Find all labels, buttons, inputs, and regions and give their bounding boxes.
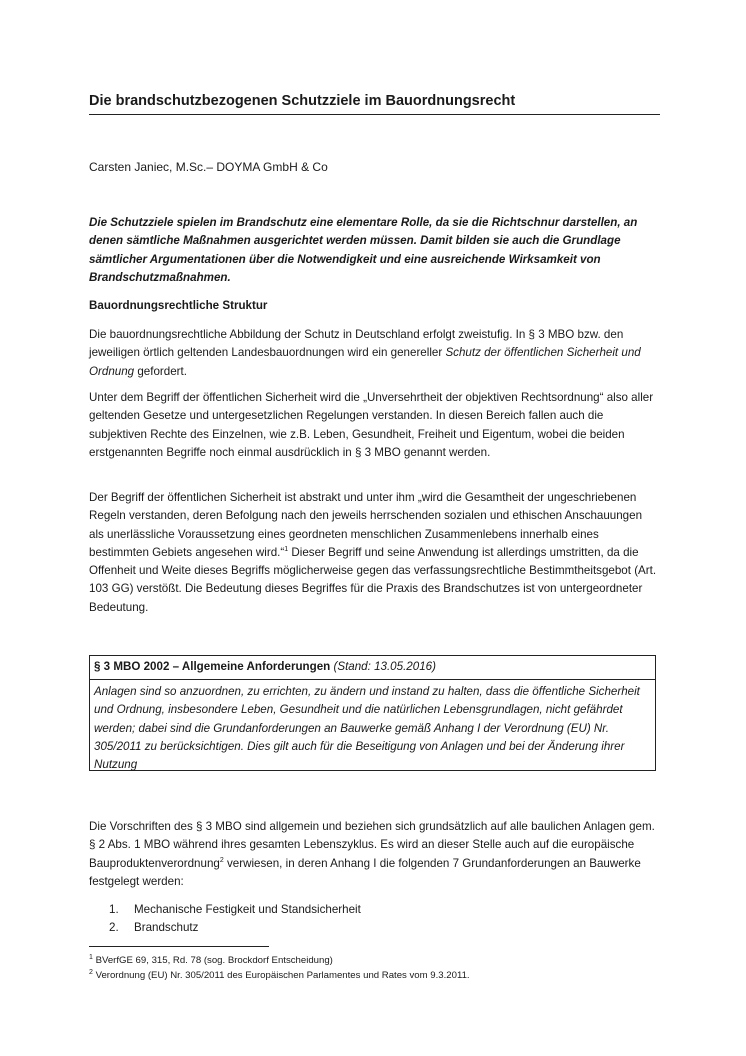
- paragraph-2: Unter dem Begriff der öffentlichen Sicherheit wird die „Unversehrtheit der objektiven Rechtsordnung“ also aller geltenden Gesetze und untergesetzlichen Regelungen verstanden. In diesen Bereich fallen auch die subjektiven Rechte des Einzelnen, wie z.B. Leben, Gesundheit, Freiheit und Eigentum, wobei die beiden erstgenannten Begriffe noch einmal ausdrücklich in § 3 MBO genannt werden.: [89, 391, 654, 459]
- paragraph-3-text-end: Dieser Begriff und seine Anwendung ist allerdings umstritten, da die Offenheit und Weite dieses Begriffs möglicherweise gegen das verfassungsrechtliche Bestimmtheitsgebot (Art. 103 GG) verstößt. Die Bedeutung dieses Begriffes für die Praxis des Brandschutzes ist von untergeordneter Bedeutung.: [89, 545, 657, 614]
- law-quote-body: Anlagen sind so anzuordnen, zu errichten, zu ändern und instand zu halten, dass die öffentliche Sicherheit und Ordnung, insbesondere Leben, Gesundheit und die natürlichen Lebensgrundlagen, nicht gefährdet werden; dabei sind die Grundanforderungen an Bauwerke gemäß Anhang I der Verordnung (EU) Nr. 305/2011 zu berücksichtigen. Dies gilt auch für die Beseitigung von Anlagen und bei der Änderung ihrer Nutzung: [94, 685, 640, 772]
- footnote-1: [89, 954, 333, 967]
- list-item-number: 2.: [109, 921, 119, 934]
- paragraph-3: [89, 489, 660, 617]
- author-line: Carsten Janiec, M.Sc.– DOYMA GmbH & Co: [89, 160, 328, 174]
- paragraph-4-text: Die Vorschriften des § 3 MBO sind allgemein und beziehen sich grundsätzlich auf alle baulichen Anlagen gem. § 2 Abs. 1 MBO während ihres gesamten Lebenszyklus. Es wird an dieser Stelle auch auf die europäische Bauproduktenverordnung: [89, 820, 655, 870]
- list-item: [89, 919, 361, 937]
- footnote-ref-2[interactable]: 2: [219, 856, 224, 864]
- footnote-marker: 2: [89, 968, 93, 976]
- paragraph-1-text: Die bauordnungsrechtliche Abbildung der Schutz in Deutschland erfolgt zweistufig. In § 3 MBO bzw. den jeweiligen örtlich geltenden Landesbauordnungen wird ein genereller: [89, 328, 624, 360]
- paragraph-1-text-end: gefordert.: [134, 364, 187, 378]
- law-quote-box: [89, 655, 656, 771]
- footnote-2: [89, 969, 470, 982]
- law-quote-title: § 3 MBO 2002 – Allgemeine Anforderungen: [94, 660, 331, 673]
- document-title: Die brandschutzbezogenen Schutzziele im Bauordnungsrecht: [89, 91, 660, 115]
- footnote-divider: [89, 946, 269, 947]
- paragraph-4: [89, 818, 660, 891]
- paragraph-1: [89, 326, 660, 381]
- list-item-number: 1.: [109, 903, 119, 916]
- footnote-text: Verordnung (EU) Nr. 305/2011 des Europäischen Parlamentes und Rates vom 9.3.2011.: [92, 970, 470, 981]
- list-item-text: Brandschutz: [134, 921, 199, 934]
- law-quote-heading: [94, 658, 655, 676]
- section-heading: Bauordnungsrechtliche Struktur: [89, 299, 268, 312]
- paragraph-4-text-end: verwiesen, in deren Anhang I die folgenden 7 Grundanforderungen an Bauwerke festgelegt werden:: [89, 856, 641, 888]
- lead-paragraph: Die Schutzziele spielen im Brandschutz eine elementare Rolle, da sie die Richtschnur darstellen, an denen sämtliche Maßnahmen ausgerichtet werden müssen. Damit bilden sie auch die Grundlage sämtlicher Argumentationen über die Notwendigkeit und eine ausreichende Wirksamkeit von Brandschutzmaßnahmen.: [89, 216, 638, 284]
- list-item-text: Mechanische Festigkeit und Standsicherheit: [134, 903, 361, 916]
- paragraph-1-emphasis: Schutz der öffentlichen Sicherheit und Ordnung: [89, 346, 641, 378]
- requirements-list: [89, 901, 361, 937]
- footnote-marker: 1: [89, 953, 93, 961]
- footnote-ref-1[interactable]: 1: [284, 546, 289, 554]
- footnote-text: BVerfGE 69, 315, Rd. 78 (sog. Brockdorf Entscheidung): [92, 955, 333, 966]
- list-item: [89, 901, 361, 919]
- paragraph-3-text: Der Begriff der öffentlichen Sicherheit ist abstrakt und unter ihm „wird die Gesamtheit der ungeschriebenen Regeln verstanden, deren Befolgung nach den jeweils herrschenden sozialen und ethischen Anschauungen als unerlässliche Voraussetzung eines geordneten menschlichen Zusammenlebens innerhalb eines bestimmten Gebiets angesehen wird.“: [89, 491, 643, 559]
- law-quote-date: (Stand: 13.05.2016): [333, 660, 436, 673]
- law-quote-divider: [90, 679, 655, 680]
